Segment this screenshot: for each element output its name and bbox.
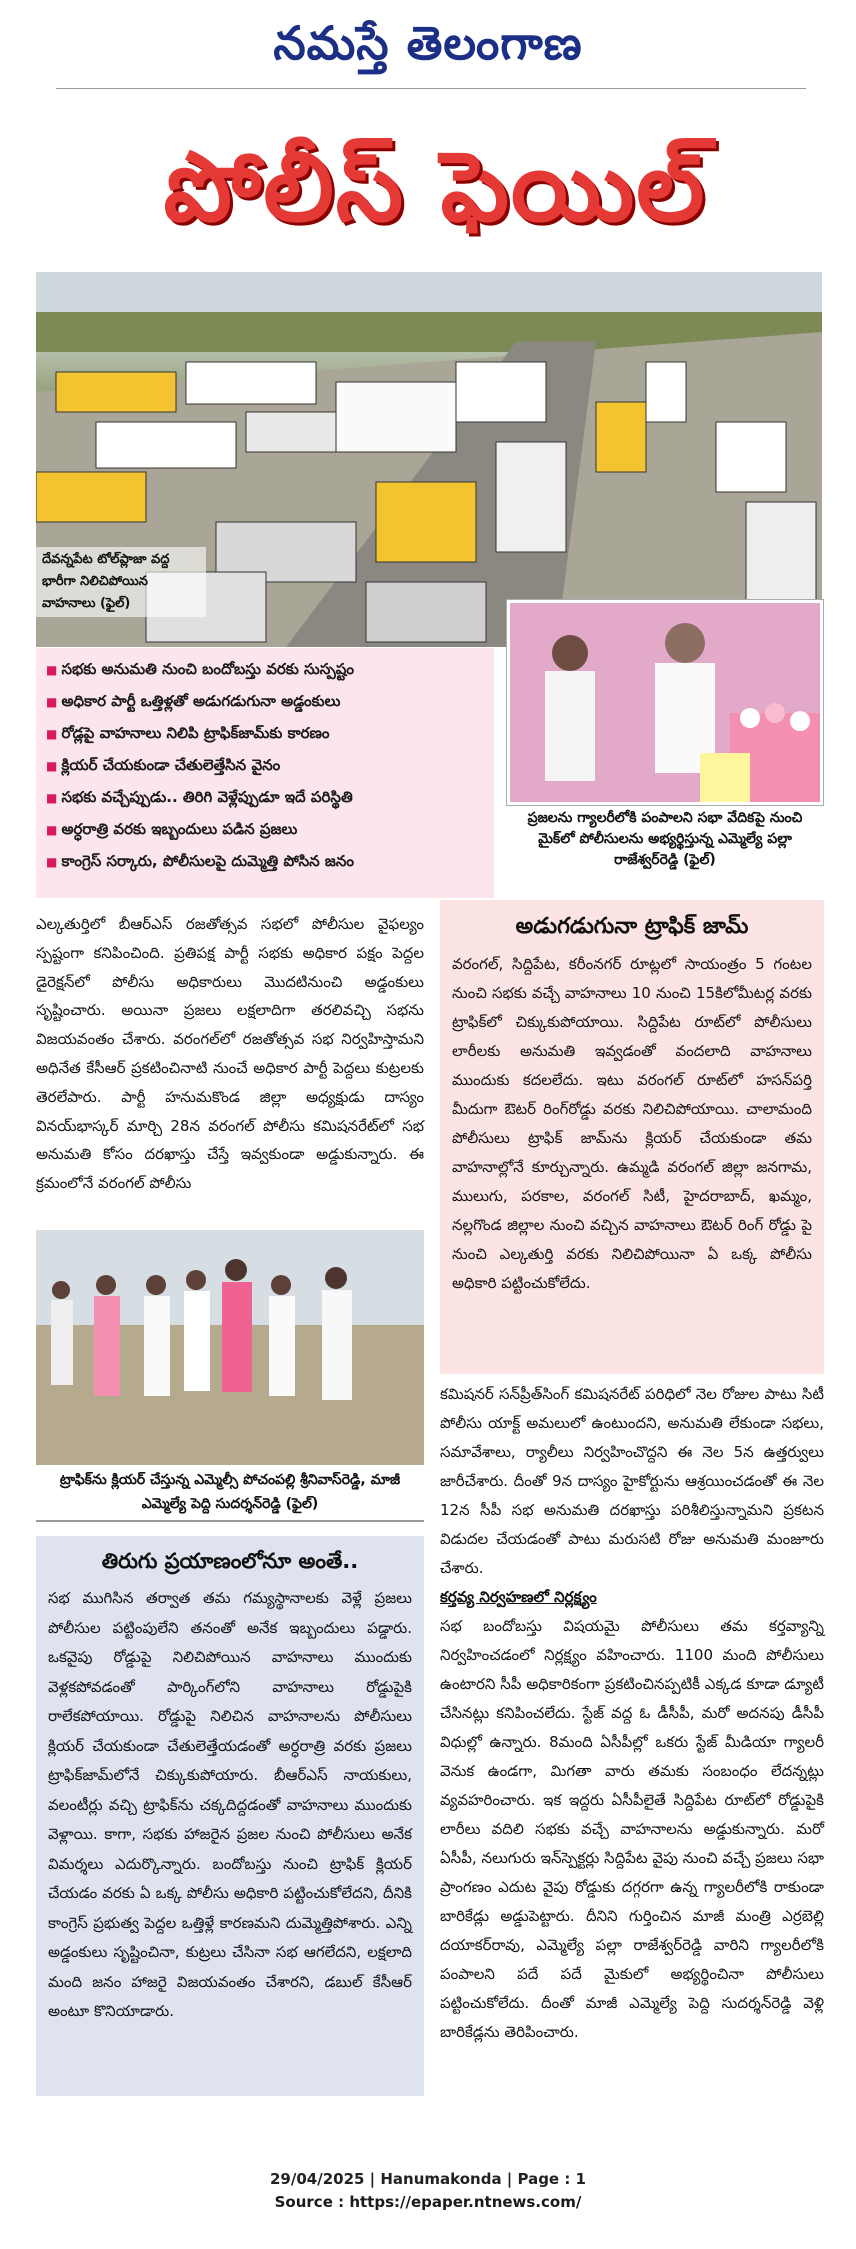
return-box-title: తిరుగు ప్రయాణంలోనూ అంతే..	[101, 1549, 359, 1573]
key-point: ■ సభకు వచ్చేప్పుడు.. తిరిగి వెళ్లేప్పుడూ ఇదే పరిస్థితి	[46, 782, 484, 814]
main-photo-caption: దేవన్నపేట టోల్‌ప్లాజా వద్ద భారీగా నిలిచిపోయిన వాహనాలు (ఫైల్)	[36, 547, 206, 617]
return-box-body: సభ ముగిసిన తర్వాత తమ గమ్యస్థానాలకు వెళ్లే ప్రజలు పోలీసుల పట్టింపులేని తనంతో అనేక ఇబ్బందులు పడ్డారు. ఒకవైపు రోడ్డుపై నిలిచిపోయిన వాహనాలు ముందుకు వెళ్లకపోవడంతో పార్కింగ్‌లోని వాహనాలు రోడ్డుపైకి రాలేకపోయాయి. రోడ్డుపై నిలిచిన వాహనాలను పోలీసులు క్లియర్ చేయకుండా చేతులెత్తేయడంతో అర్ధరాత్రి వరకు ప్రజలు ట్రాఫిక్‌జామ్‌లోనే చిక్కుకుపోయారు. బీఆర్‌ఎస్ నాయకులు, వలంటీర్లు వచ్చి ట్రాఫిక్‌ను చక్కదిద్దడంతో వాహనాలు ముందుకు వెళ్లాయి. కాగా, సభకు హాజరైన ప్రజల నుంచి పోలీసులు అనేక విమర్శలు ఎదుర్కొన్నారు. బందోబస్తు నుంచి ట్రాఫిక్ క్లియర్ చేయడం వరకు ఏ ఒక్క పోలీసు అధికారి పట్టించుకోలేదని, దీనికి కాంగ్రెస్ ప్రభుత్వ పెద్దల ఒత్తిళ్లే కారణమని దుమ్మెత్తిపోశారు. ఎన్ని అడ్డంకులు సృష్టించినా, కుట్రలు చేసినా సభ ఆగలేదని, లక్షలాది మంది జనం హాజరై విజయవంతం చేశారని, డబుల్ కేసీఆర్ అంటూ కొనియాడారు.	[48, 1589, 412, 2020]
key-point: ■ రోడ్లపై వాహనాలు నిలిపి ట్రాఫిక్‌జామ్‌కు కారణం	[46, 718, 484, 750]
duty-negligence-subhead: కర్తవ్య నిర్వహణలో నిర్లక్ష్యం	[440, 1588, 597, 1606]
mid-photo-caption: ట్రాఫిక్‌ను క్లియర్ చేస్తున్న ఎమ్మెల్సీ పోచంపల్లి శ్రీనివాస్‌రెడ్డి, మాజీ ఎమ్మెల్యే పెద్ది సుదర్శన్‌రెడ్డి (ఫైల్)	[36, 1468, 424, 1522]
traffic-box-body: వరంగల్, సిద్దిపేట, కరీంనగర్ రూట్లలో సాయంత్రం 5 గంటల నుంచి సభకు వచ్చే వాహనాలు 10 నుంచి 15కిలోమీటర్ల వరకు ట్రాఫిక్‌లో చిక్కుకుపోయాయి. సిద్దిపేట రూట్‌లో పోలీసులు లారీలకు అనుమతి ఇవ్వడంతో వందలాది వాహనాలు ముందుకు కదలలేదు. ఇటు వరంగల్ రూట్‌లో హసన్‌పర్తి మీదుగా ఔటర్ రింగ్‌రోడ్డు వరకు నిలిచిపోయాయి. చాలామంది పోలీసులు ట్రాఫిక్ జామ్‌ను క్లియర్ చేయకుండా తమ వాహనాల్లోనే కూర్చున్నారు. ఉమ్మడి వరంగల్ జిల్లా జనగామ, ములుగు, పరకాల, వరంగల్ సిటీ, హైదరాబాద్, ఖమ్మం, నల్లగొండ జిల్లాల నుంచి వచ్చిన వాహనాలు ఔటర్ రింగ్ రోడ్డు పై నుంచి ఎల్కతుర్తి వరకు నిలిచిపోయినా ఏ ఒక్క పోలీసు అధికారి పట్టించుకోలేదు.	[452, 955, 812, 1292]
return-journey-box	[36, 1536, 424, 2096]
inset-photo-stage	[507, 600, 823, 805]
article-left-column: ఎల్కతుర్తిలో బీఆర్‌ఎస్ రజతోత్సవ సభలో పోలీసుల వైఫల్యం స్పష్టంగా కనిపించింది. ప్రతిపక్ష పార్టీ సభకు అధికార పక్షం పెద్దల డైరెక్షన్‌లో పోలీసు అధికారులు మొదటినుంచి అడ్డంకులు సృష్టించారు. అయినా ప్రజలు లక్షలాదిగా తరలివచ్చి సభను విజయవంతం చేశారు. వరంగల్‌లో రజతోత్సవ సభ నిర్వహిస్తామని అధినేత కేసీఆర్ ప్రకటించినాటి నుంచే అధికార పార్టీ పెద్దలు కుట్రలకు తెరలేపారు. పార్టీ హనుమకొండ జిల్లా అధ్యక్షుడు దాస్యం వినయ్‌భాస్కర్ మార్చి 28న వరంగల్ పోలీసు కమిషనరేట్‌లో సభ అనుమతి కోసం దరఖాస్తు చేస్తే ఇవ్వకుండా అడ్డుకున్నారు. ఈ క్రమంలోనే వరంగల్ పోలీసు	[36, 915, 424, 1193]
inset-photo-caption: ప్రజలను గ్యాలరీలోకి పంపాలని సభా వేదికపై నుంచి మైక్‌లో పోలీసులను అభ్యర్థిస్తున్న ఎమ్మెల్యే పల్లా రాజేశ్వర్‌రెడ్డి (ఫైల్)	[527, 810, 803, 868]
newspaper-title: నమస్తే తెలంగాణ	[273, 16, 583, 70]
dateline	[56, 88, 806, 106]
masthead	[0, 8, 856, 78]
key-point: ■ సభకు అనుమతి నుంచి బందోబస్తు వరకు సుస్పష్టం	[46, 654, 484, 686]
key-point: ■ అధికార పార్టీ ఒత్తిళ్లతో అడుగడుగునా అడ్డంకులు	[46, 686, 484, 718]
page-footer	[0, 2168, 856, 2214]
traffic-jam-box	[440, 900, 824, 1374]
leaders-illustration	[36, 1230, 424, 1465]
stage-illustration	[510, 603, 820, 802]
footer-source-link[interactable]: Source : https://epaper.ntnews.com/	[274, 2193, 582, 2211]
key-points-box	[36, 648, 494, 898]
right-column-paragraph: కమిషనర్ సన్‌ప్రీత్‌సింగ్ కమిషనరేట్ పరిధిలో నెల రోజుల పాటు సిటీ పోలీసు యాక్ట్ అమలులో ఉంటుందని, అనుమతి లేకుండా సభలు, సమావేశాలు, ర్యాలీలు నిర్వహించొద్దని ఈ నెల 5న ఉత్తర్వులు జారీచేశారు. దీంతో 9న దాస్యం హైకోర్టును ఆశ్రయించడంతో ఈ నెల 12న సీపీ సభ అనుమతి దరఖాస్తు పరిశీలిస్తున్నామని ప్రకటన విడుదల చేయడంతో పాటు మరుసటి రోజు అనుమతి మంజూరు చేశారు.	[440, 1385, 824, 1577]
article-right-column	[440, 1380, 824, 2047]
headline: పోలీస్ ఫెయిల్	[163, 131, 707, 243]
key-point: ■ క్లియర్ చేయకుండా చేతులెత్తేసిన వైనం	[46, 750, 484, 782]
traffic-box-title: అడుగడుగునా ట్రాఫిక్ జామ్	[515, 914, 749, 939]
key-point: ■ కాంగ్రెస్ సర్కారు, పోలీసులపై దుమ్మెత్తి పోసిన జనం	[46, 846, 484, 878]
key-point: ■ అర్ధరాత్రి వరకు ఇబ్బందులు పడిన ప్రజలు	[46, 814, 484, 846]
mid-photo-leaders	[36, 1230, 424, 1465]
footer-date-edition: 29/04/2025 | Hanumakonda | Page : 1	[269, 2170, 586, 2188]
right-column-paragraph: సభ బందోబస్తు విషయమై పోలీసులు తమ కర్తవ్యాన్ని నిర్వహించడంలో నిర్లక్ష్యం వహించారు. 1100 మంది పోలీసులు ఉంటారని సీపీ అధికారికంగా ప్రకటించినప్పటికీ ఎక్కడ కూడా డ్యూటీ చేసినట్లు కనిపించలేదు. స్టేజ్ వద్ద ఓ డీసీపీ, మరో అదనపు డీసీపీ విధుల్లో ఉన్నారు. 8మంది ఏసీపీల్లో ఒకరు స్టేజ్ మీడియా గ్యాలరీ వెనుక ఉండగా, మిగతా వారు తమకు సంబంధం లేదన్నట్లు వ్యవహరించారు. ఇక ఇద్దరు ఏసీపీలైతే సిద్దిపేట రూట్‌లో రోడ్డుపైకి లారీలు వదిలి సభకు వచ్చే వాహనాలను అడ్డుకున్నారు. మరో ఏసీపీ, నలుగురు ఇన్‌స్పెక్టర్లు సిద్దిపేట వైపు నుంచి వచ్చే ప్రజలు సభా ప్రాంగణం ఎదుట వైపు రోడ్డుకు దగ్గరగా ఉన్న గ్యాలరీలోకి రాకుండా బారికేడ్లు అడ్డుపెట్టారు. దీనిని గుర్తించిన మాజీ మంత్రి ఎర్రబెల్లి దయాకర్‌రావు, ఎమ్మెల్యే పల్లా రాజేశ్వర్‌రెడ్డి వారిని గ్యాలరీలోకి పంపాలని పదే పదే మైకులో అభ్యర్థించినా పోలీసులు పట్టించుకోలేదు. దీంతో మాజీ ఎమ్మెల్యే పెద్ది సుదర్శన్‌రెడ్డి వెళ్లి బారికేడ్లను తెరిపించారు.	[440, 1617, 824, 2041]
